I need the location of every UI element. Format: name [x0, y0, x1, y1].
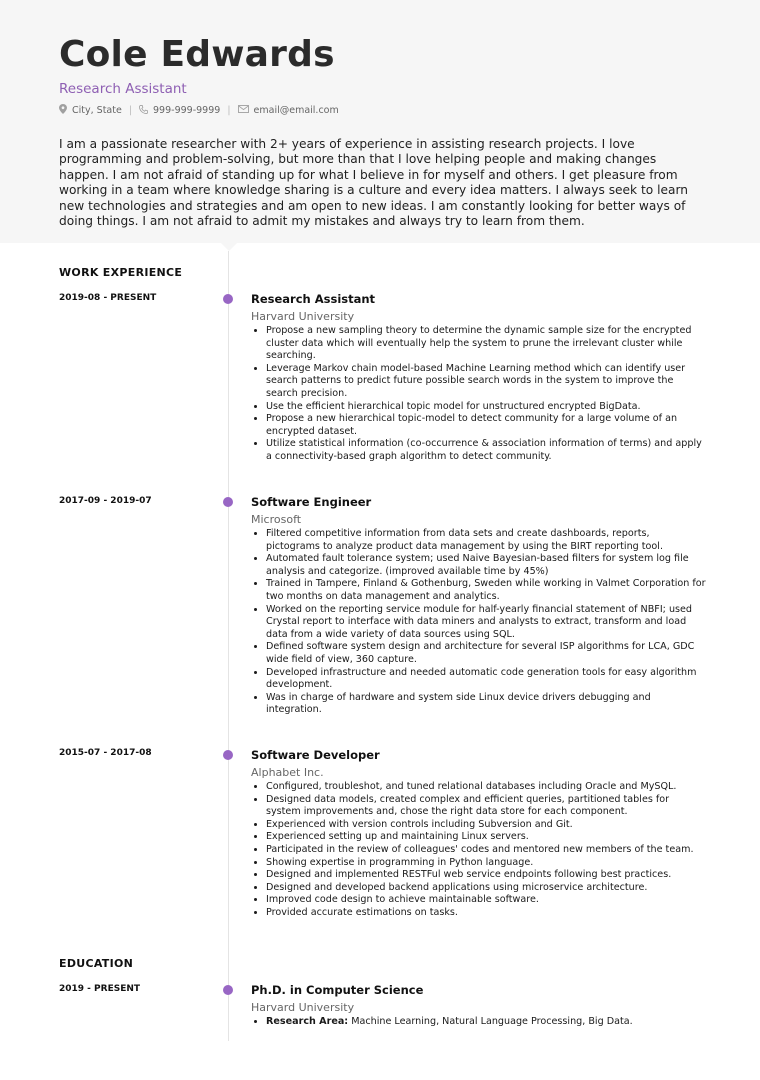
list-item: • Filtered competitive information from data sets and create dashboards, reports, pictograms to analyze product data management by using the BIRT reporting tool.	[266, 528, 706, 553]
job-title: Research Assistant	[251, 292, 376, 306]
list-item: • Defined software system design and architecture for several ISP algorithms for LCA, GDC wide field of view, 360 capture.	[266, 641, 706, 666]
job-title: Software Developer	[251, 748, 380, 762]
list-item: • Automated fault tolerance system; used Naive Bayesian-based filters for system log file analysis and categorize. (improved available time by 45%)	[266, 553, 706, 578]
work-experience-heading: WORK EXPERIENCE	[59, 266, 183, 279]
list-item: • Use the efficient hierarchical topic model for unstructured encrypted BigData.	[266, 401, 706, 414]
degree-title: Ph.D. in Computer Science	[251, 983, 424, 997]
job-title: Software Engineer	[251, 495, 372, 509]
list-item: • Utilize statistical information (co-occurrence & association information of terms) and apply a connectivity-based graph algorithm to detect community.	[266, 438, 706, 463]
education-heading: EDUCATION	[59, 957, 134, 970]
contact-email[interactable]: email@email.com	[253, 105, 339, 116]
list-item: • Experienced setting up and maintaining Linux servers.	[266, 831, 706, 844]
list-item: • Designed data models, created complex and efficient queries, partitioned tables for system improvements and, chose the right data store for each component.	[266, 794, 706, 819]
education-entry	[251, 983, 706, 1029]
work-entry	[251, 495, 706, 717]
map-pin-icon	[59, 104, 67, 117]
education-details-list	[251, 1016, 706, 1029]
list-item: • Showing expertise in programming in Python language.	[266, 857, 706, 870]
list-item: • Improved code design to achieve maintainable software.	[266, 894, 706, 907]
work-entry	[251, 748, 706, 920]
profile-summary: I am a passionate researcher with 2+ years of experience in assisting research projects. I love programming and problem-solving, but more than that I love helping people and making changes happen. I am not afraid of standing up for what I believe in for myself and others. I get pleasure from working in a team where knowledge sharing is a culture and every idea matters. I always seek to learn new technologies and strategies and am open to new ideas. I am constantly looking for better ways of doing things. I am not afraid to admit my mistakes and always try to learn from them.	[59, 137, 688, 229]
research-area-label: Research Area:	[266, 1016, 349, 1027]
employer-name: Harvard University	[251, 310, 355, 323]
list-item: • Participated in the review of colleagues' codes and mentored new members of the team.	[266, 844, 706, 857]
contact-location: City, State	[72, 105, 122, 116]
list-item: • Provided accurate estimations on tasks.	[266, 907, 706, 920]
list-item: • Propose a new hierarchical topic-model to detect community for a large volume of an encrypted dataset.	[266, 413, 706, 438]
work-entry-date: 2017-09 - 2019-07	[59, 496, 152, 506]
envelope-icon	[238, 105, 249, 116]
phone-icon	[139, 105, 148, 117]
contact-phone: 999-999-9999	[153, 105, 221, 116]
resume-header	[0, 0, 760, 243]
header-notch	[221, 243, 237, 251]
list-item: • Trained in Tampere, Finland & Gothenburg, Sweden while working in Valmet Corporation for two months on data management and analytics.	[266, 578, 706, 603]
list-item: • Leverage Markov chain model-based Machine Learning method which can identify user search patterns to predict future possible search words in the system to improve the search precision.	[266, 363, 706, 401]
candidate-role: Research Assistant	[59, 81, 187, 97]
list-item	[266, 1016, 706, 1029]
employer-name: Microsoft	[251, 513, 302, 526]
list-item: • Propose a new sampling theory to determine the dynamic sample size for the encrypted cluster data which will eventually help the system to prune the irrelevant cluster while searching.	[266, 325, 706, 363]
job-duties-list	[251, 325, 706, 464]
work-entry-date: 2015-07 - 2017-08	[59, 748, 152, 758]
work-entry	[251, 292, 706, 464]
contact-info	[59, 104, 339, 117]
contact-separator: |	[227, 105, 231, 116]
list-item: • Worked on the reporting service module for half-yearly financial statement of NBFI; used Crystal report to interface with data miners and analysts to extract, transform and load data from a wide variety of data sources using SQL.	[266, 604, 706, 642]
job-duties-list	[251, 528, 706, 717]
work-entry-date: 2019-08 - PRESENT	[59, 293, 157, 303]
employer-name: Alphabet Inc.	[251, 766, 324, 779]
timeline-dot	[223, 497, 233, 507]
research-area-value: Machine Learning, Natural Language Processing, Big Data.	[351, 1016, 633, 1027]
list-item: • Was in charge of hardware and system side Linux device drivers debugging and integration.	[266, 692, 706, 717]
list-item: • Designed and developed backend applications using microservice architecture.	[266, 882, 706, 895]
candidate-name: Cole Edwards	[59, 34, 335, 75]
timeline-dot	[223, 985, 233, 995]
list-item: • Configured, troubleshot, and tuned relational databases including Oracle and MySQL.	[266, 781, 706, 794]
timeline-line	[228, 251, 229, 1041]
job-duties-list	[251, 781, 706, 920]
education-entry-date: 2019 - PRESENT	[59, 984, 141, 994]
timeline-dot	[223, 750, 233, 760]
list-item: • Developed infrastructure and needed automatic code generation tools for easy algorithm development.	[266, 667, 706, 692]
timeline-dot	[223, 294, 233, 304]
contact-separator: |	[128, 105, 133, 116]
school-name: Harvard University	[251, 1001, 355, 1014]
list-item: • Designed and implemented RESTFul web service endpoints following best practices.	[266, 869, 706, 882]
list-item: • Experienced with version controls including Subversion and Git.	[266, 819, 706, 832]
